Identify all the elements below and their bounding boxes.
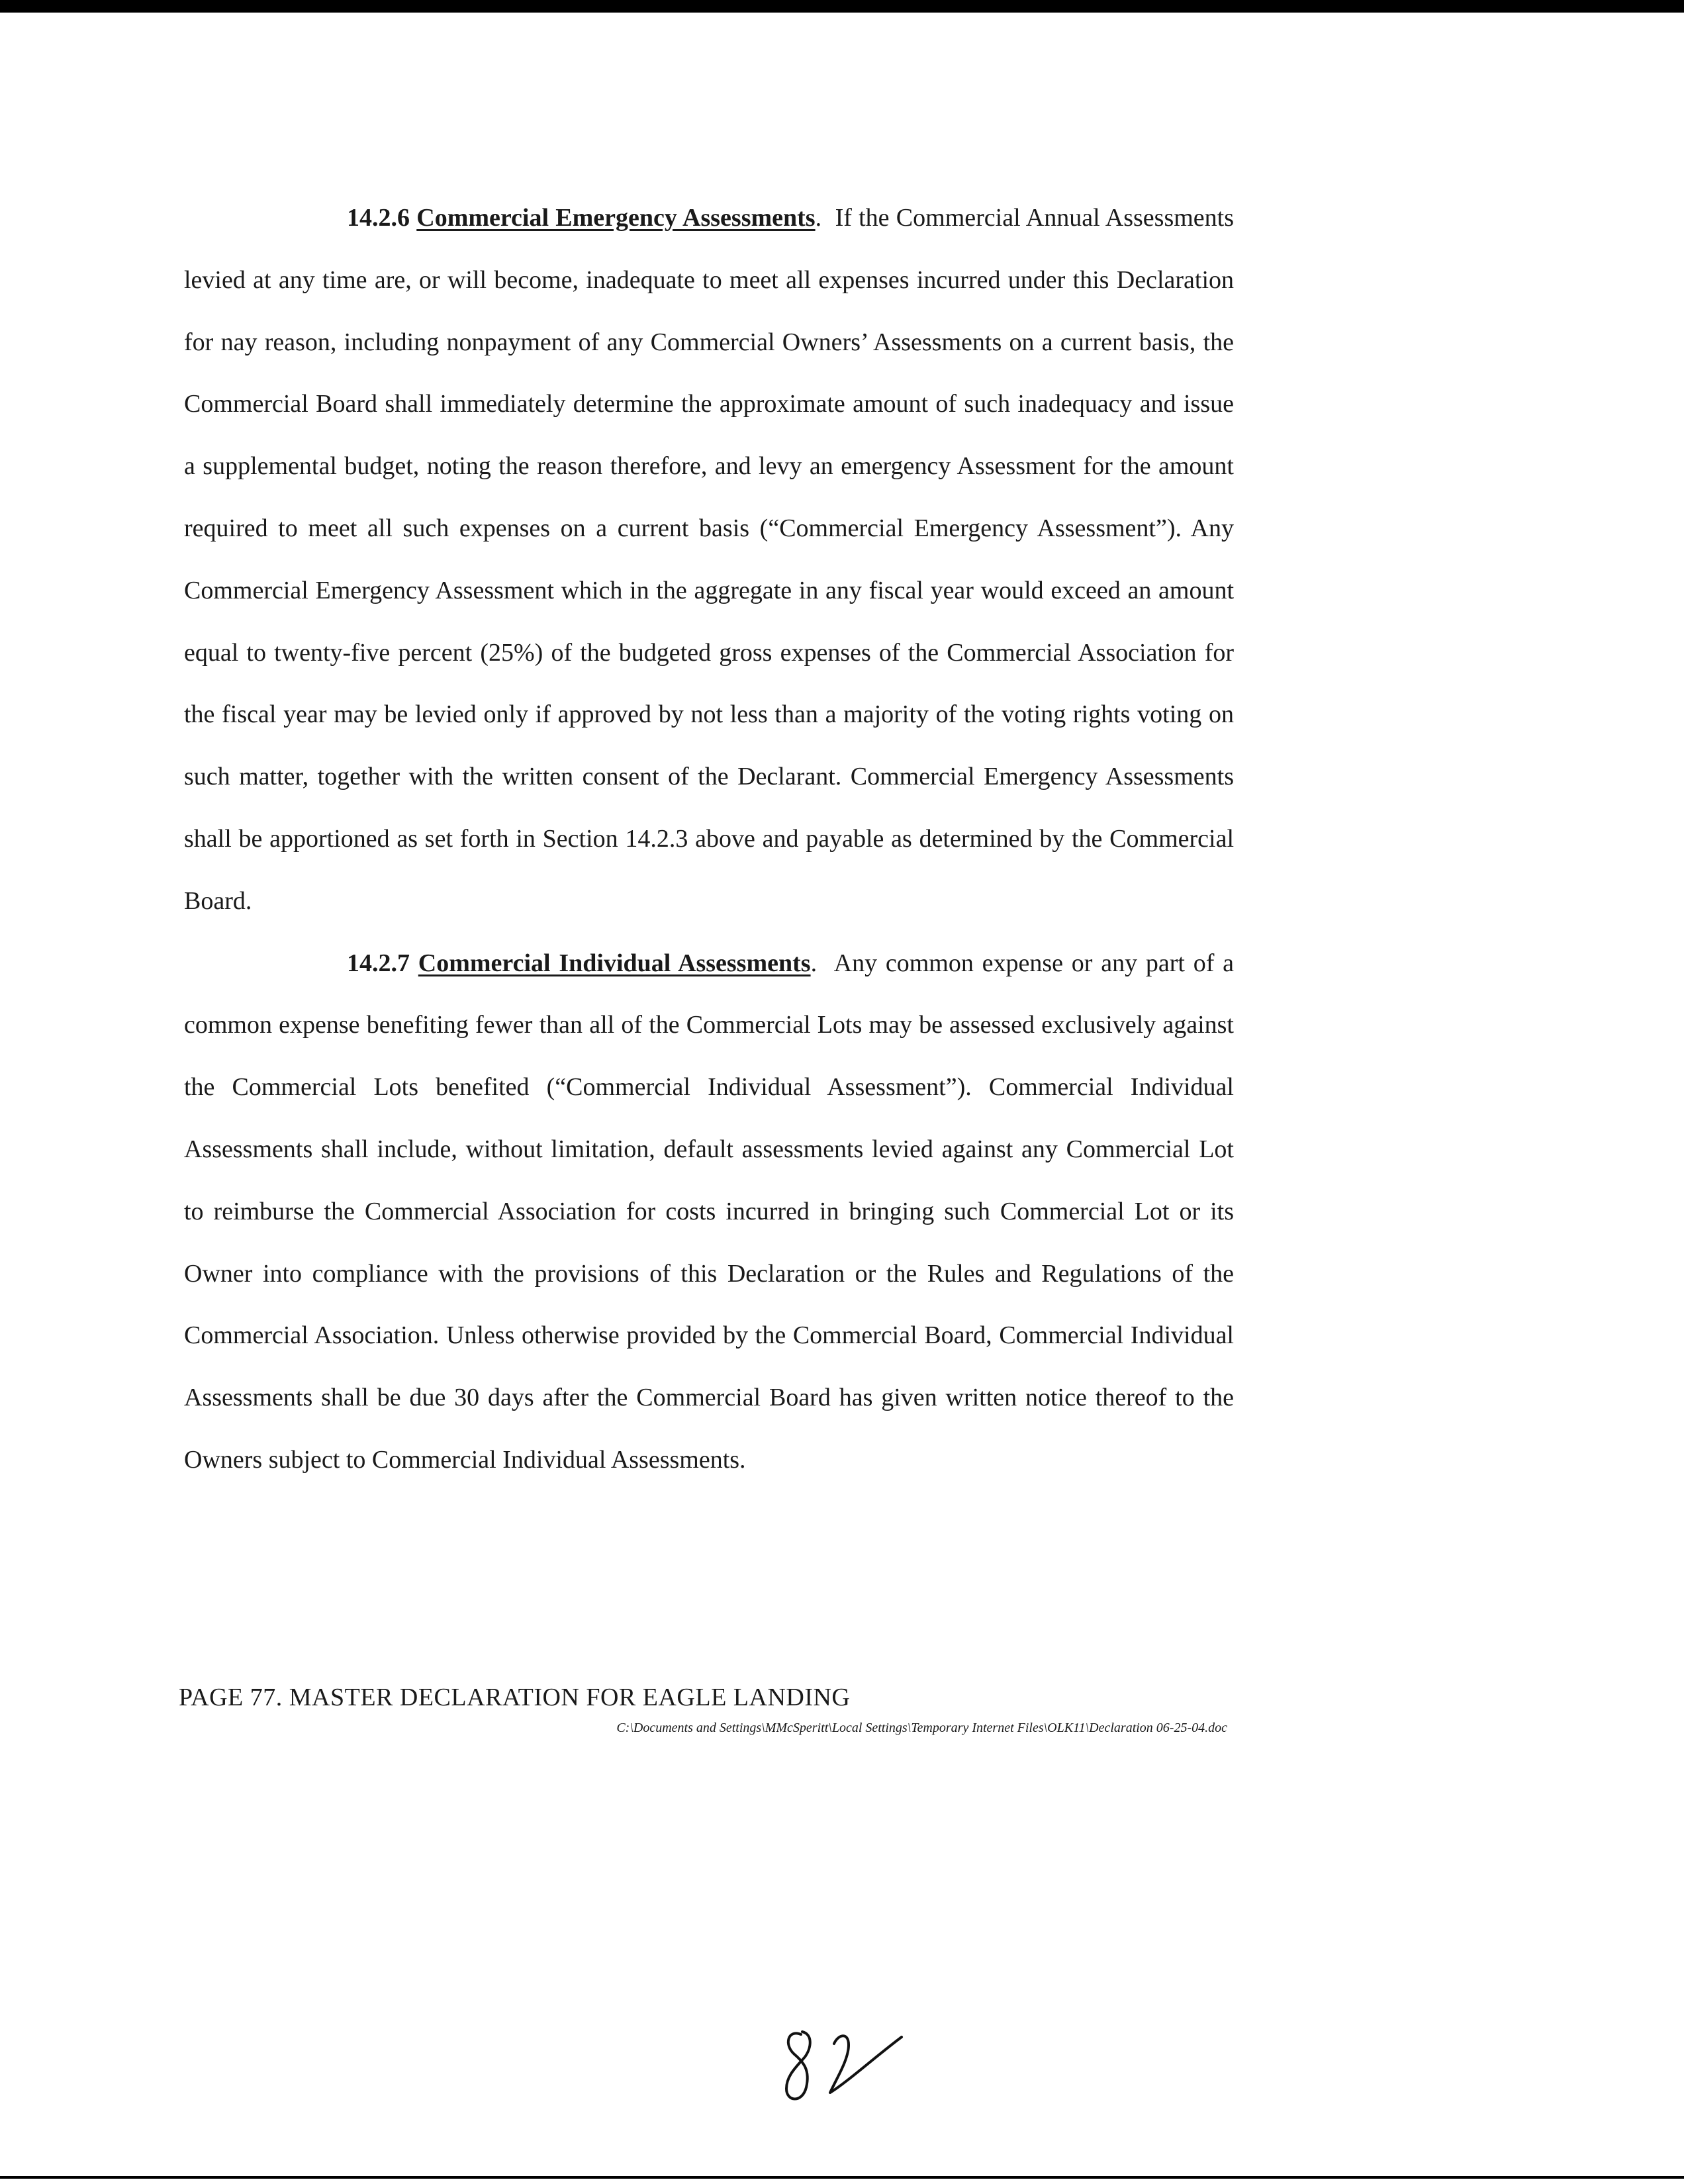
section-heading: Commercial Emergency Assessments: [416, 204, 816, 232]
section-heading: Commercial Individual Assessments: [418, 949, 811, 977]
document-file-path: C:\Documents and Settings\MMcSperitt\Local Settings\Temporary Internet Files\OLK11\Declaration 06-25-04.doc: [616, 1721, 1227, 1735]
handwritten-page-number: [776, 2022, 915, 2109]
section-14-2-7: [184, 933, 1234, 1492]
section-body: Any common expense or any part of a common expense benefiting fewer than all of the Commercial Lots may be assessed exclusively against the Commercial Lots benefited (“Commercial Individual Assessment”). Commercial Individual Assessments shall include, without limitation, default assessments levied against any Commercial Lot to reimburse the Commercial Association for costs incurred in bringing such Commercial Lot or its Owner into compliance with the provisions of this Declaration or the Rules and Regulations of the Commercial Association. Unless otherwise provided by the Commercial Board, Commercial Individual Assessments shall be due 30 days after the Commercial Board has given written notice thereof to the Owners subject to Commercial Individual Assessments.: [184, 949, 1235, 1474]
section-number: 14.2.7: [347, 949, 410, 977]
handwritten-digit-8: [786, 2032, 810, 2099]
page-footer-title: PAGE 77. MASTER DECLARATION FOR EAGLE LANDING: [179, 1684, 851, 1711]
section-body: If the Commercial Annual Assessments levied at any time are, or will become, inadequate to meet all expenses incurred under this Declaration for nay reason, including nonpayment of any Commercial Owners’ Assessments on a current basis, the Commercial Board shall immediately determine the approximate amount of such inadequacy and issue a supplemental budget, noting the reason therefore, and levy an emergency Assessment for the amount required to meet all such expenses on a current basis (“Commercial Emergency Assessment”). Any Commercial Emergency Assessment which in the aggregate in any fiscal year would exceed an amount equal to twenty-five percent (25%) of the budgeted gross expenses of the Commercial Association for the fiscal year may be levied only if approved by not less than a majority of the voting rights voting on such matter, together with the written consent of the Declarant. Commercial Emergency Assessments shall be apportioned as set forth in Section 14.2.3 above and payable as determined by the Commercial Board.: [184, 204, 1235, 915]
heading-period: .: [815, 204, 822, 232]
scan-top-border: [0, 0, 1684, 13]
scan-bottom-border: [0, 2176, 1684, 2179]
handwritten-digit-2: [830, 2036, 902, 2093]
document-body: [184, 187, 1234, 1492]
heading-period: .: [810, 949, 818, 977]
section-number: 14.2.6: [347, 204, 410, 232]
section-14-2-6: [184, 187, 1234, 933]
